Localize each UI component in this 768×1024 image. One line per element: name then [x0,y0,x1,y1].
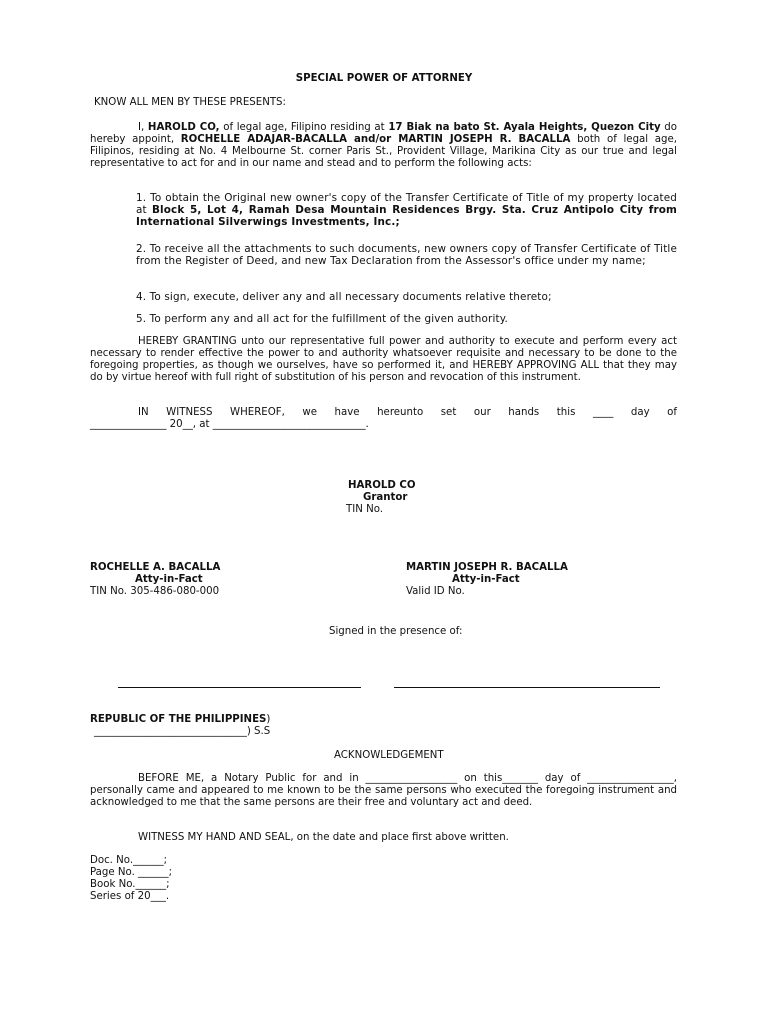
witness-hand-line: WITNESS MY HAND AND SEAL, on the date and place first above written. [138,832,509,843]
property-location: Block 5, Lot 4, Ramah Desa Mountain Residences Brgy. Sta. Cruz Antipolo City from International Silverwings Investments, Inc.; [136,204,677,228]
signed-presence-label: Signed in the presence of: [329,626,463,637]
intro-line: KNOW ALL MEN BY THESE PRESENTS: [94,97,286,108]
attorneys-names: ROCHELLE ADAJAR-BACALLA and/or MARTIN JOSEPH R. BACALLA [180,134,571,145]
item-4: 4. To sign, execute, deliver any and all necessary documents relative thereto; [136,291,552,303]
acknowledgement-heading: ACKNOWLEDGEMENT [334,750,444,761]
witness-whereof-line1: IN WITNESS WHEREOF, we have hereunto set our hands this ____ day of [138,407,677,418]
grantor-signature-name: HAROLD CO [348,480,416,491]
attorney1-name: ROCHELLE A. BACALLA [90,562,221,573]
grantor-tin: TIN No. [346,504,383,515]
doc-no: Doc. No.______; [90,855,168,866]
witness-signature-line-1 [118,687,361,688]
item-2: 2. To receive all the attachments to such documents, new owners copy of Transfer Certificate of Title from the Register of Deed, and new Tax Declaration from the Assessor's office under my name; [136,243,677,267]
attorney1-tin: TIN No. 305-486-080-000 [90,586,220,597]
attorney2-role: Atty-in-Fact [452,574,520,585]
item-5: 5. To perform any and all act for the fulfillment of the given authority. [136,313,508,325]
document-title: SPECIAL POWER OF ATTORNEY [295,73,473,84]
attorney2-name: MARTIN JOSEPH R. BACALLA [406,562,568,573]
appointment-paragraph: I, HAROLD CO, of legal age, Filipino residing at 17 Biak na bato St. Ayala Heights, Quezon City do hereby appoint, ROCHELLE ADAJAR-BACALLA and/or MARTIN JOSEPH R. BACALLA both of legal age, Filipinos, residing at No. 4 Melbourne St. corner Paris St., Provident Village, Marikina City as our true and legal representative to act for and in our name and stead and to perform the following acts: [90,122,678,169]
republic-line: REPUBLIC OF THE PHILIPPINES) [90,714,271,725]
item-1: 1. To obtain the Original new owner's copy of the Transfer Certificate of Title of my property located at Block 5, Lot 4, Ramah Desa Mountain Residences Brgy. Sta. Cruz Antipolo City from International Silverwings Investments, Inc.; [136,192,677,228]
grantor-name-inline: HAROLD CO, [147,122,220,133]
page-no: Page No. ______; [90,867,173,878]
witness-signature-line-2 [394,687,660,688]
before-me-paragraph: BEFORE ME, a Notary Public for and in __________________ on this_______ day of _________________, personally came and appeared to me known to be the same persons who executed the foregoing instrument and acknowledged to me that the same persons are their free and voluntary act and deed. [90,773,677,808]
granting-paragraph: HEREBY GRANTING unto our representative full power and authority to execute and perform every act necessary to render effective the power to and authority whatsoever requisite and necessary to be done to the foregoing properties, as though we ourselves, have so performed it, and HEREBY APPROVING ALL that they may do by virtue hereof with full right of substitution of his person and revocation of this instrument. [90,336,677,383]
attorney1-role: Atty-in-Fact [135,574,203,585]
series-no: Series of 20___. [90,891,170,902]
witness-whereof-line2: _______________ 20__, at ______________________________. [90,419,369,430]
ss-line: ______________________________) S.S [94,726,271,737]
grantor-role: Grantor [363,492,408,503]
book-no: Book No.______; [90,879,170,890]
attorney2-id: Valid ID No. [406,586,465,597]
grantor-address: 17 Biak na bato St. Ayala Heights, Quezon City [388,122,661,133]
